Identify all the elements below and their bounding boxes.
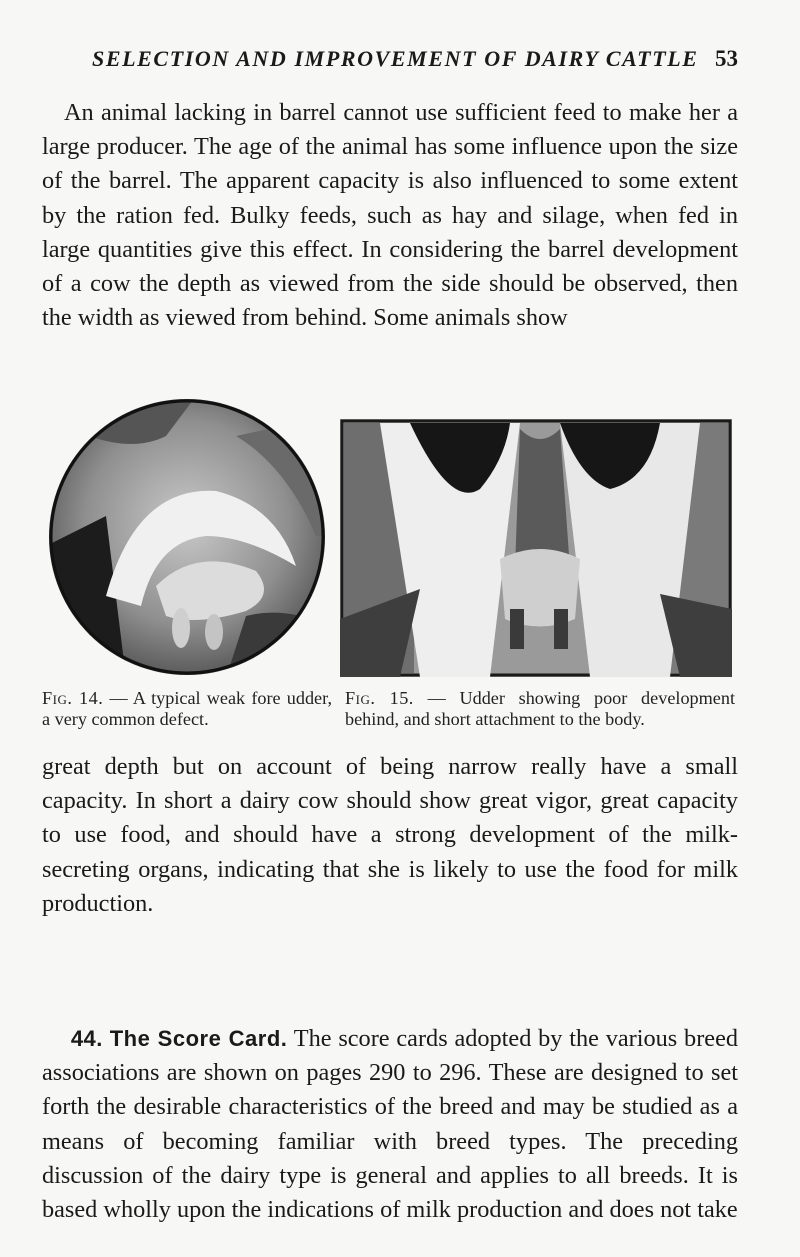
section-title: The Score Card.	[109, 1026, 288, 1051]
figure-15-caption-text: — Udder showing poor development behind, and short attachment to the body.	[345, 688, 735, 729]
running-title: SELECTION AND IMPROVEMENT OF DAIRY CATTLE	[92, 46, 699, 71]
section-number: 44.	[70, 1026, 103, 1051]
figure-14-label: Fig. 14.	[42, 688, 104, 708]
paragraph-barrel: An animal lacking in barrel cannot use sufficient feed to make her a large producer. The age of the animal has some influence upon the size of the barrel. The apparent capacity is also influenced to some extent by the ration fed. Bulky feeds, such as hay and silage, when fed in large quantities give this effect. In considering the barrel development of a cow the depth as viewed from the side should be observed, then the width as viewed from behind. Some animals show	[42, 99, 738, 332]
paragraph-score-card	[42, 1022, 738, 1227]
page-header	[92, 42, 738, 82]
paragraph-capacity: great depth but on account of being narrow really have a small capacity. In short a dairy cow should show great vigor, great capacity to use food, and should have a strong development of the milk-secreting organs, indicating that she is likely to use the food for milk production.	[42, 753, 738, 917]
paragraph-score-card-body: The score cards adopted by the various breed associations are shown on pages 290 to 296. These are designed to set forth the desirable characteristics of the breed and may be studied as a means of becoming familiar with breed types. The preceding discussion of the dairy type is general and applies to all breeds. It is based wholly upon the indications of milk production and does not take	[42, 1025, 739, 1224]
figure-14-caption-text: — A typical weak fore udder, a very common defect.	[42, 688, 333, 729]
figure-15-label: Fig. 15.	[345, 688, 414, 708]
figure-15-image	[340, 419, 732, 677]
figure-15-caption	[345, 688, 735, 730]
figure-14-caption	[42, 688, 332, 730]
figure-14-image	[46, 396, 328, 678]
page-number: 53	[715, 46, 738, 71]
